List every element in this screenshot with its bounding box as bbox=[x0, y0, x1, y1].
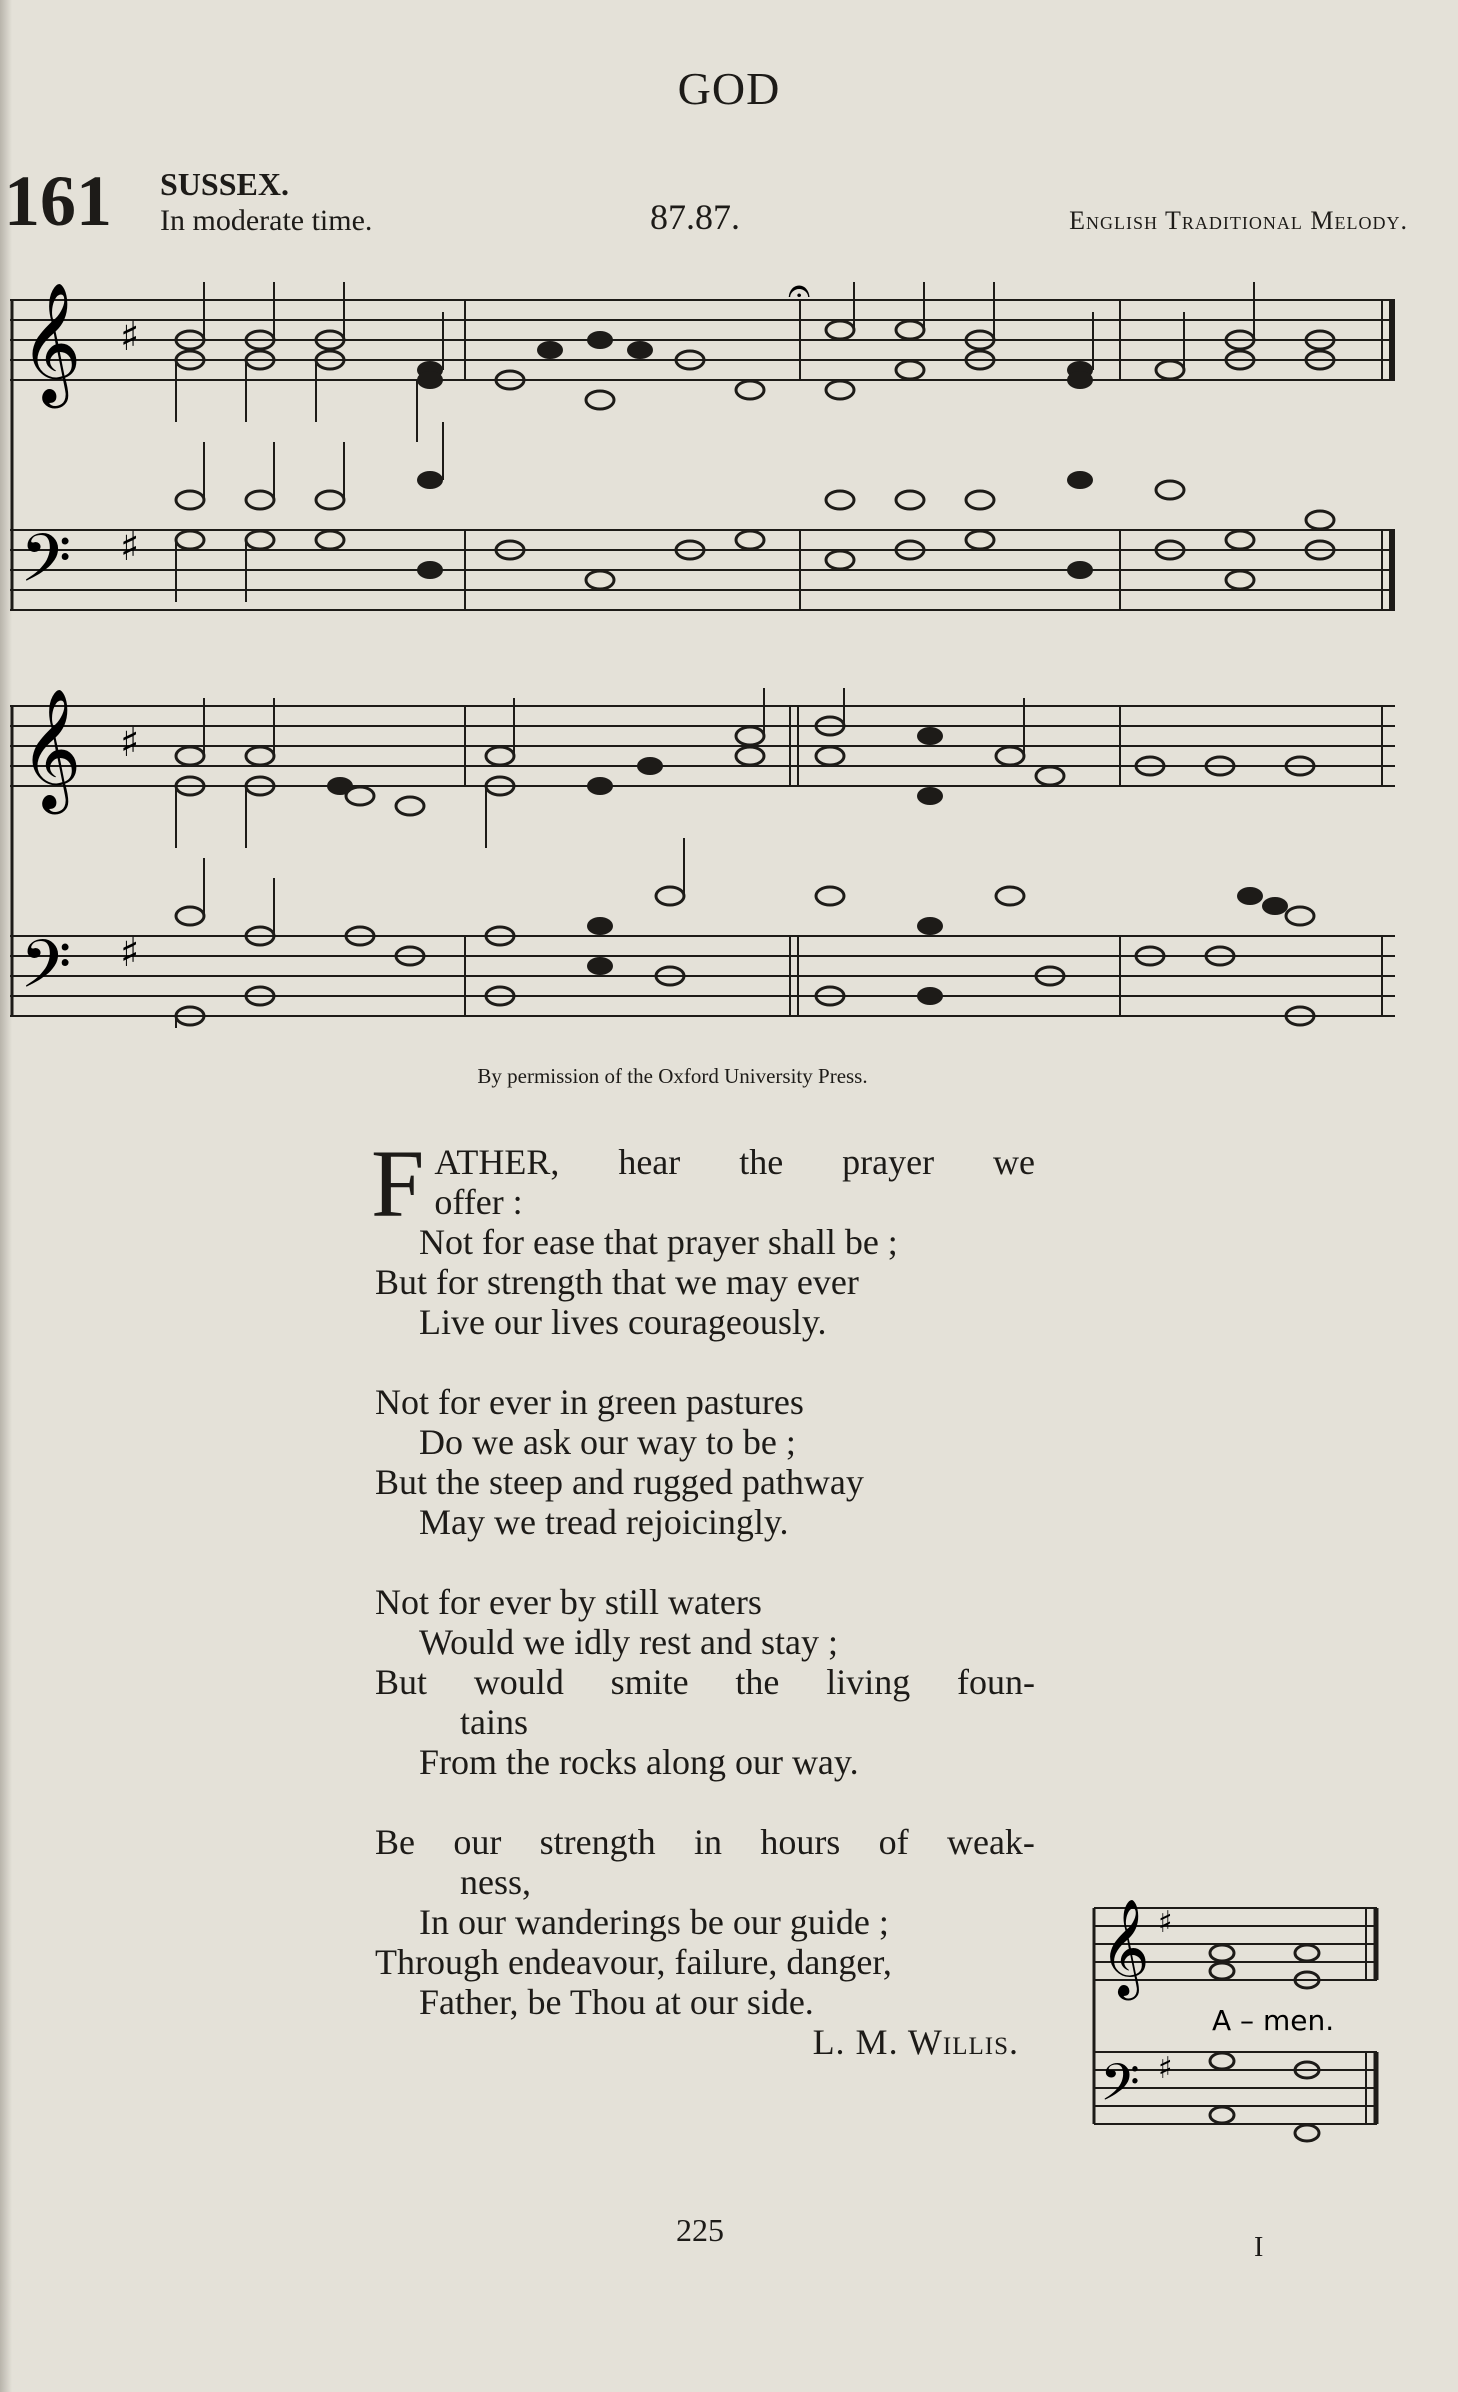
verse-line: But the steep and rugged pathway bbox=[375, 1462, 864, 1502]
svg-text:♯: ♯ bbox=[1158, 1905, 1173, 1940]
metre: 87.87. bbox=[650, 197, 740, 237]
svg-text:♯: ♯ bbox=[1158, 2051, 1173, 2086]
svg-text:♯: ♯ bbox=[120, 930, 140, 976]
verse-line: ness, bbox=[460, 1862, 531, 1902]
svg-text:𝄢: 𝄢 bbox=[1100, 2052, 1140, 2125]
svg-text:♯: ♯ bbox=[120, 720, 140, 766]
music-system-1 bbox=[10, 282, 1400, 622]
amen-lyric: A – men. bbox=[1212, 2004, 1335, 2037]
amen-staff bbox=[1092, 1888, 1382, 2148]
svg-text:♯: ♯ bbox=[120, 524, 140, 570]
tempo-marking: In moderate time. bbox=[160, 204, 373, 237]
drop-cap: F bbox=[371, 1130, 425, 1237]
verse-line: In our wanderings be our guide ; bbox=[419, 1902, 889, 1942]
section-title: GOD bbox=[677, 63, 781, 114]
svg-text:𝄞: 𝄞 bbox=[20, 688, 82, 809]
verse-line: Not for ever by still waters bbox=[375, 1582, 762, 1622]
verse-line: Be our strength in hours of weak- bbox=[375, 1822, 1035, 1862]
verse-line: Not for ever in green pastures bbox=[375, 1382, 804, 1422]
verse-line: Father, be Thou at our side. bbox=[419, 1982, 814, 2022]
verse-line: Not for ease that prayer shall be ; bbox=[419, 1222, 898, 1262]
composer-credit: English Traditional Melody. bbox=[1069, 206, 1408, 235]
verse-line: ATHER, hear the prayer we bbox=[434, 1142, 1035, 1182]
signature-mark: I bbox=[1254, 2232, 1264, 2263]
verse-line: offer : bbox=[434, 1182, 523, 1222]
author-credit: L. M. Willis. bbox=[812, 2022, 1019, 2062]
verse-line: Would we idly rest and stay ; bbox=[419, 1622, 839, 1662]
verse-line: From the rocks along our way. bbox=[419, 1742, 859, 1782]
stanza-2 bbox=[375, 1382, 1035, 1542]
hymn-text bbox=[371, 1130, 1035, 2062]
stanza-4 bbox=[375, 1822, 1035, 2062]
svg-text:𝄢: 𝄢 bbox=[20, 926, 72, 1019]
svg-text:𝄐: 𝄐 bbox=[788, 282, 811, 314]
svg-text:𝄢: 𝄢 bbox=[20, 520, 72, 613]
permission-note: By permission of the Oxford University Press. bbox=[477, 1064, 868, 1088]
svg-text:♯: ♯ bbox=[120, 314, 140, 360]
stanza-3 bbox=[375, 1582, 1035, 1782]
stanza-1 bbox=[371, 1130, 1035, 1342]
verse-line: Live our lives courageously. bbox=[419, 1302, 827, 1342]
music-system-2 bbox=[10, 688, 1400, 1028]
verse-line: But for strength that we may ever bbox=[375, 1262, 859, 1302]
hymn-number: 161 bbox=[4, 161, 112, 241]
verse-line: Do we ask our way to be ; bbox=[419, 1422, 796, 1462]
verse-line: Through endeavour, failure, danger, bbox=[375, 1942, 892, 1982]
svg-text:𝄞: 𝄞 bbox=[1100, 1898, 1150, 1996]
svg-text:𝄞: 𝄞 bbox=[20, 282, 82, 403]
tune-name: SUSSEX. bbox=[160, 166, 289, 202]
page-number: 225 bbox=[676, 2212, 724, 2248]
amen-score bbox=[1092, 1888, 1382, 2148]
verse-line: But would smite the living foun- bbox=[375, 1662, 1035, 1702]
verse-line: May we tread rejoicingly. bbox=[419, 1502, 789, 1542]
verse-line: tains bbox=[460, 1702, 528, 1742]
